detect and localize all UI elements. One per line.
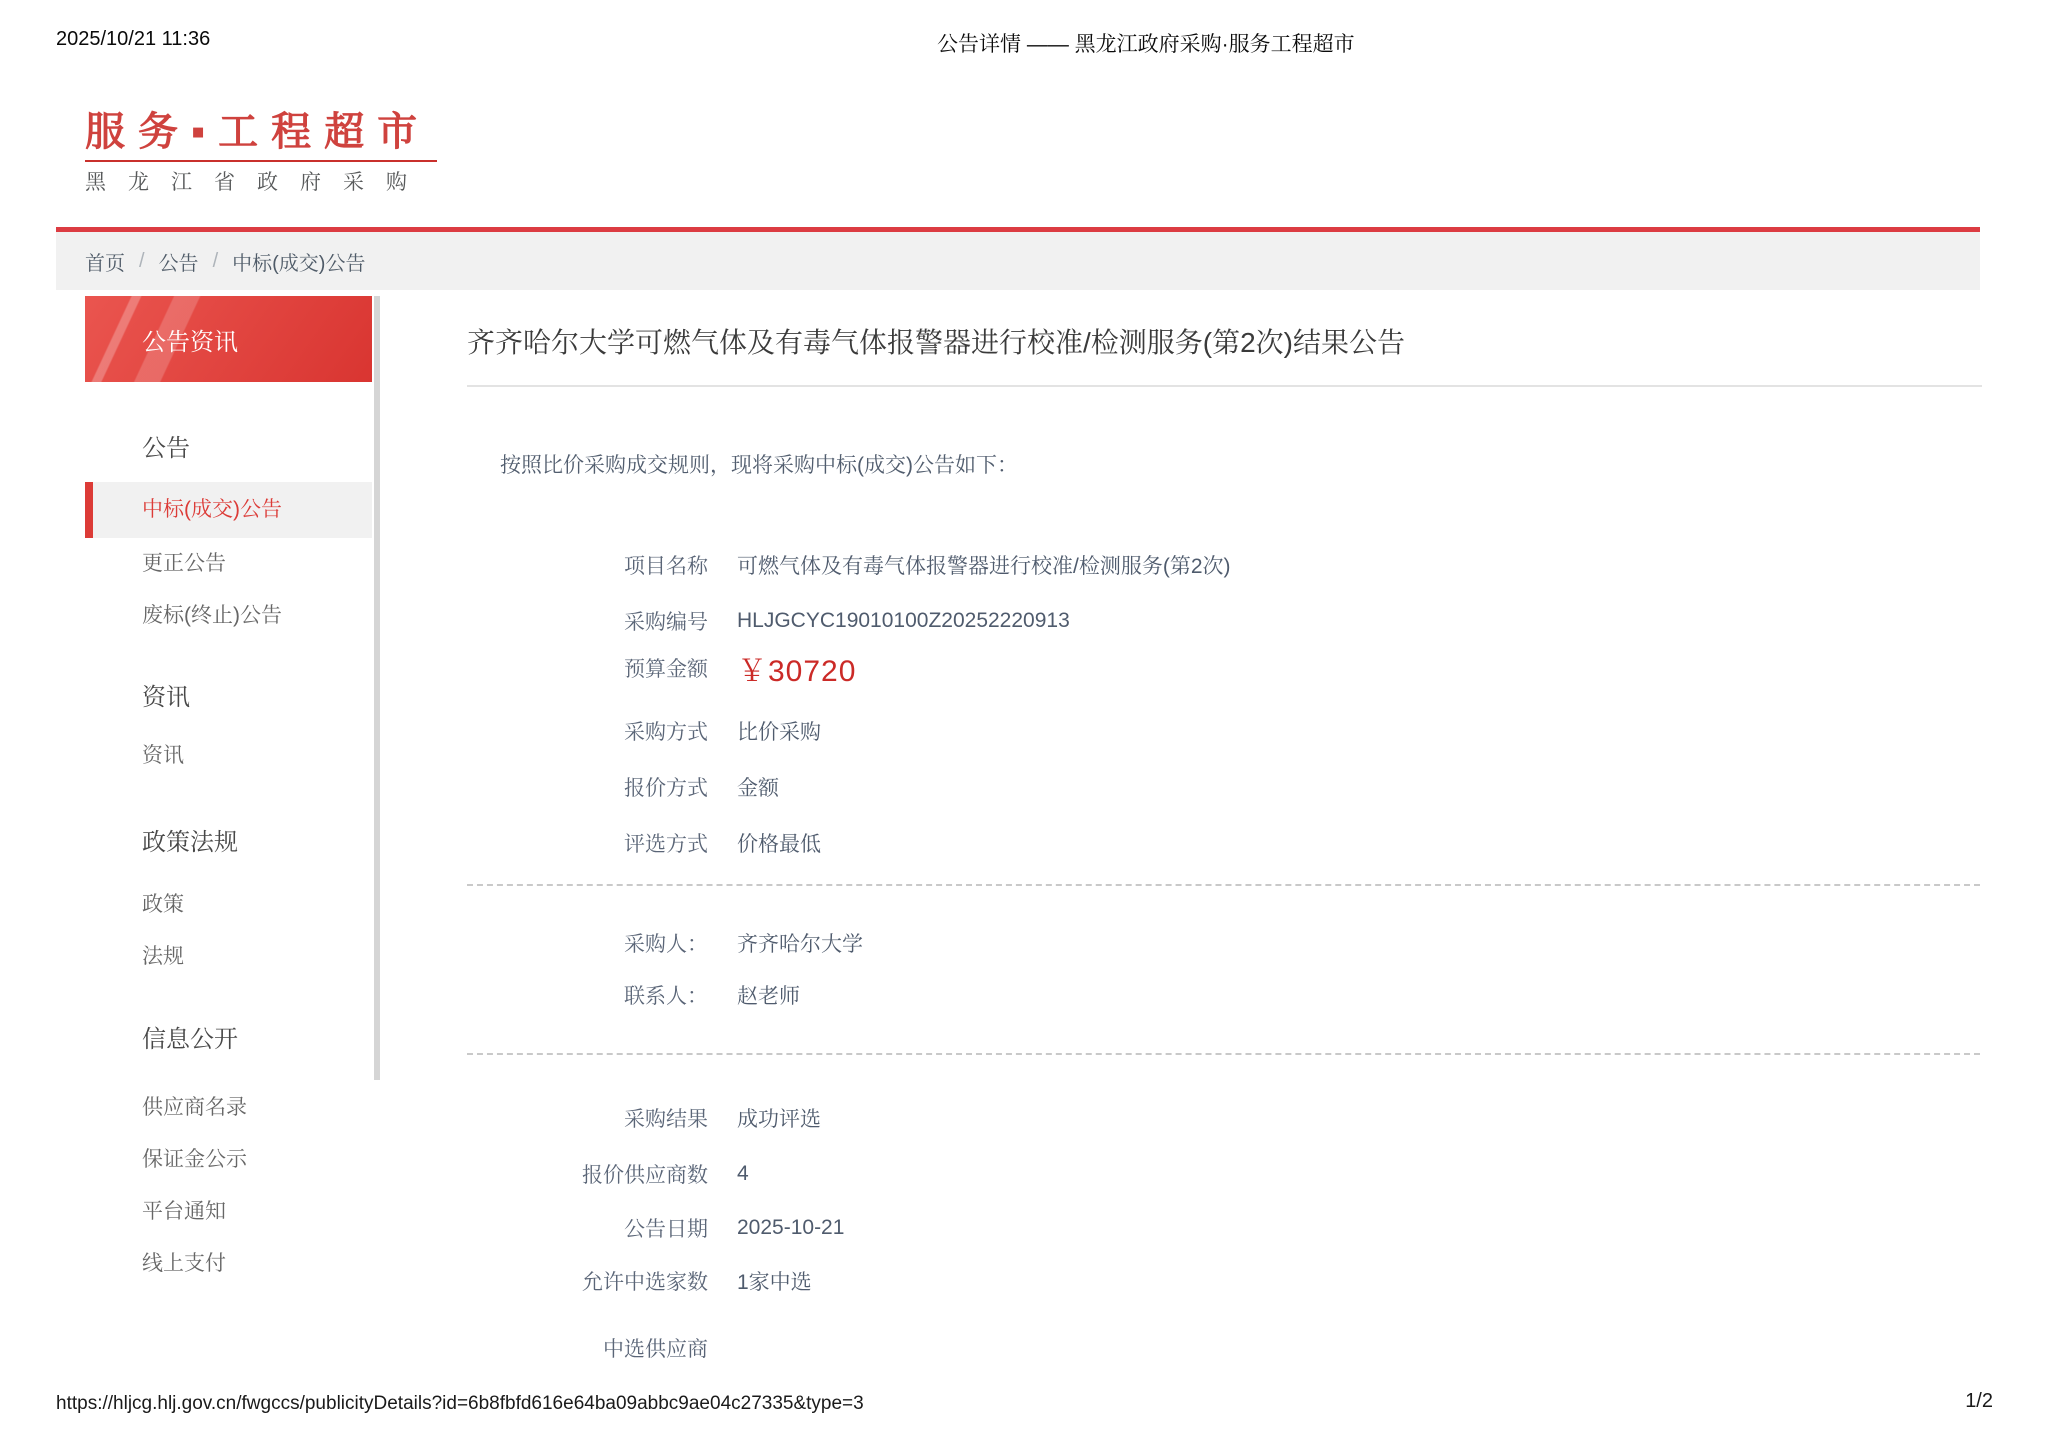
sidebar-section-announcements: 公告 xyxy=(142,435,190,462)
site-logo xyxy=(85,110,437,196)
breadcrumb-current: 中标(成交)公告 xyxy=(232,252,366,275)
field-label: 采购人： xyxy=(624,933,708,956)
print-page-number: 1/2 xyxy=(1965,1390,1993,1412)
logo-underline xyxy=(85,160,437,162)
field-label: 评选方式 xyxy=(624,833,708,856)
page-title: 齐齐哈尔大学可燃气体及有毒气体报警器进行校准/检测服务(第2次)结果公告 xyxy=(467,327,1406,358)
field-label: 项目名称 xyxy=(624,555,708,578)
sidebar-section-news: 资讯 xyxy=(142,684,190,711)
budget-amount-value: ￥30720 xyxy=(737,655,857,688)
print-footer-url: https://hljcg.hlj.gov.cn/fwgccs/publicityDetails?id=6b8fbfd616e64ba09abbc9ae04c27335&type=3 xyxy=(56,1393,864,1414)
breadcrumb-separator: / xyxy=(212,249,219,272)
title-divider xyxy=(467,385,1982,387)
print-page-title: 公告详情 —— 黑龙江政府采购·服务工程超市 xyxy=(937,33,1355,56)
field-quotation-method xyxy=(467,773,779,801)
sidebar-item-platform-notices[interactable]: 平台通知 xyxy=(142,1200,226,1223)
field-label: 公告日期 xyxy=(624,1218,708,1241)
field-procurement-result xyxy=(467,1104,821,1132)
sidebar-item-news[interactable]: 资讯 xyxy=(142,744,184,767)
field-contact-person xyxy=(467,981,800,1009)
section-dashed-divider xyxy=(467,1053,1980,1055)
sidebar-panel-header xyxy=(85,296,372,382)
field-label: 联系人： xyxy=(624,985,708,1008)
sidebar-section-policies: 政策法规 xyxy=(142,829,238,856)
field-value: 可燃气体及有毒气体报警器进行校准/检测服务(第2次) xyxy=(737,555,1231,578)
field-value: HLJGCYC19010100Z20252220913 xyxy=(737,609,1070,632)
breadcrumb-announcements[interactable]: 公告 xyxy=(158,252,199,275)
field-label: 采购结果 xyxy=(624,1108,708,1131)
field-value: 成功评选 xyxy=(737,1108,821,1131)
field-value: 齐齐哈尔大学 xyxy=(737,933,863,956)
field-value: 2025-10-21 xyxy=(737,1216,845,1239)
field-selected-supplier xyxy=(467,1334,737,1362)
field-allowed-winner-count xyxy=(467,1267,812,1295)
sidebar-divider xyxy=(374,296,380,1080)
sidebar-section-disclosure: 信息公开 xyxy=(142,1026,238,1053)
breadcrumb xyxy=(56,232,1980,290)
field-label: 中选供应商 xyxy=(603,1338,708,1361)
field-bidder-count xyxy=(467,1160,749,1188)
breadcrumb-home[interactable]: 首页 xyxy=(85,252,125,275)
field-label: 采购方式 xyxy=(624,721,708,744)
field-label: 采购编号 xyxy=(624,611,708,634)
intro-text: 按照比价采购成交规则，现将采购中标(成交)公告如下： xyxy=(500,454,1018,477)
field-procurement-method xyxy=(467,717,821,745)
sidebar-item-deposit-publicity[interactable]: 保证金公示 xyxy=(142,1148,247,1171)
field-value: 比价采购 xyxy=(737,721,821,744)
section-dashed-divider xyxy=(467,884,1980,886)
field-project-name xyxy=(467,551,1231,579)
sidebar-item-regulations[interactable]: 法规 xyxy=(142,945,184,968)
announcement-detail xyxy=(467,296,1982,1396)
sidebar-item-award-announcements[interactable]: 中标(成交)公告 xyxy=(85,482,372,538)
sidebar-item-policy[interactable]: 政策 xyxy=(142,893,184,916)
logo-sub-text: 黑龙江省政府采购 xyxy=(85,171,429,194)
sidebar-item-correction-announcements[interactable]: 更正公告 xyxy=(142,552,226,575)
sidebar-item-supplier-directory[interactable]: 供应商名录 xyxy=(142,1096,247,1119)
field-value: 赵老师 xyxy=(737,985,800,1008)
field-label: 报价方式 xyxy=(624,777,708,800)
field-announcement-date xyxy=(467,1214,844,1242)
logo-main-text: 服务▪工程超市 xyxy=(85,110,431,154)
field-procurement-number xyxy=(467,607,1070,635)
print-timestamp: 2025/10/21 11:36 xyxy=(56,28,211,50)
field-label: 预算金额 xyxy=(624,658,708,681)
field-value: 价格最低 xyxy=(737,833,821,856)
field-value: 1家中选 xyxy=(737,1271,812,1294)
field-value: 4 xyxy=(737,1162,749,1185)
field-label: 报价供应商数 xyxy=(582,1164,708,1187)
field-purchaser xyxy=(467,929,863,957)
field-value: 金额 xyxy=(737,777,779,800)
sidebar-item-cancelled-announcements[interactable]: 废标(终止)公告 xyxy=(142,604,282,627)
field-label: 允许中选家数 xyxy=(582,1271,708,1294)
field-selection-method xyxy=(467,829,821,857)
sidebar-item-online-payment[interactable]: 线上支付 xyxy=(142,1252,226,1275)
breadcrumb-separator: / xyxy=(139,249,145,272)
field-budget-amount xyxy=(467,648,856,688)
sidebar xyxy=(85,296,372,1290)
sidebar-panel-title: 公告资讯 xyxy=(142,328,238,356)
